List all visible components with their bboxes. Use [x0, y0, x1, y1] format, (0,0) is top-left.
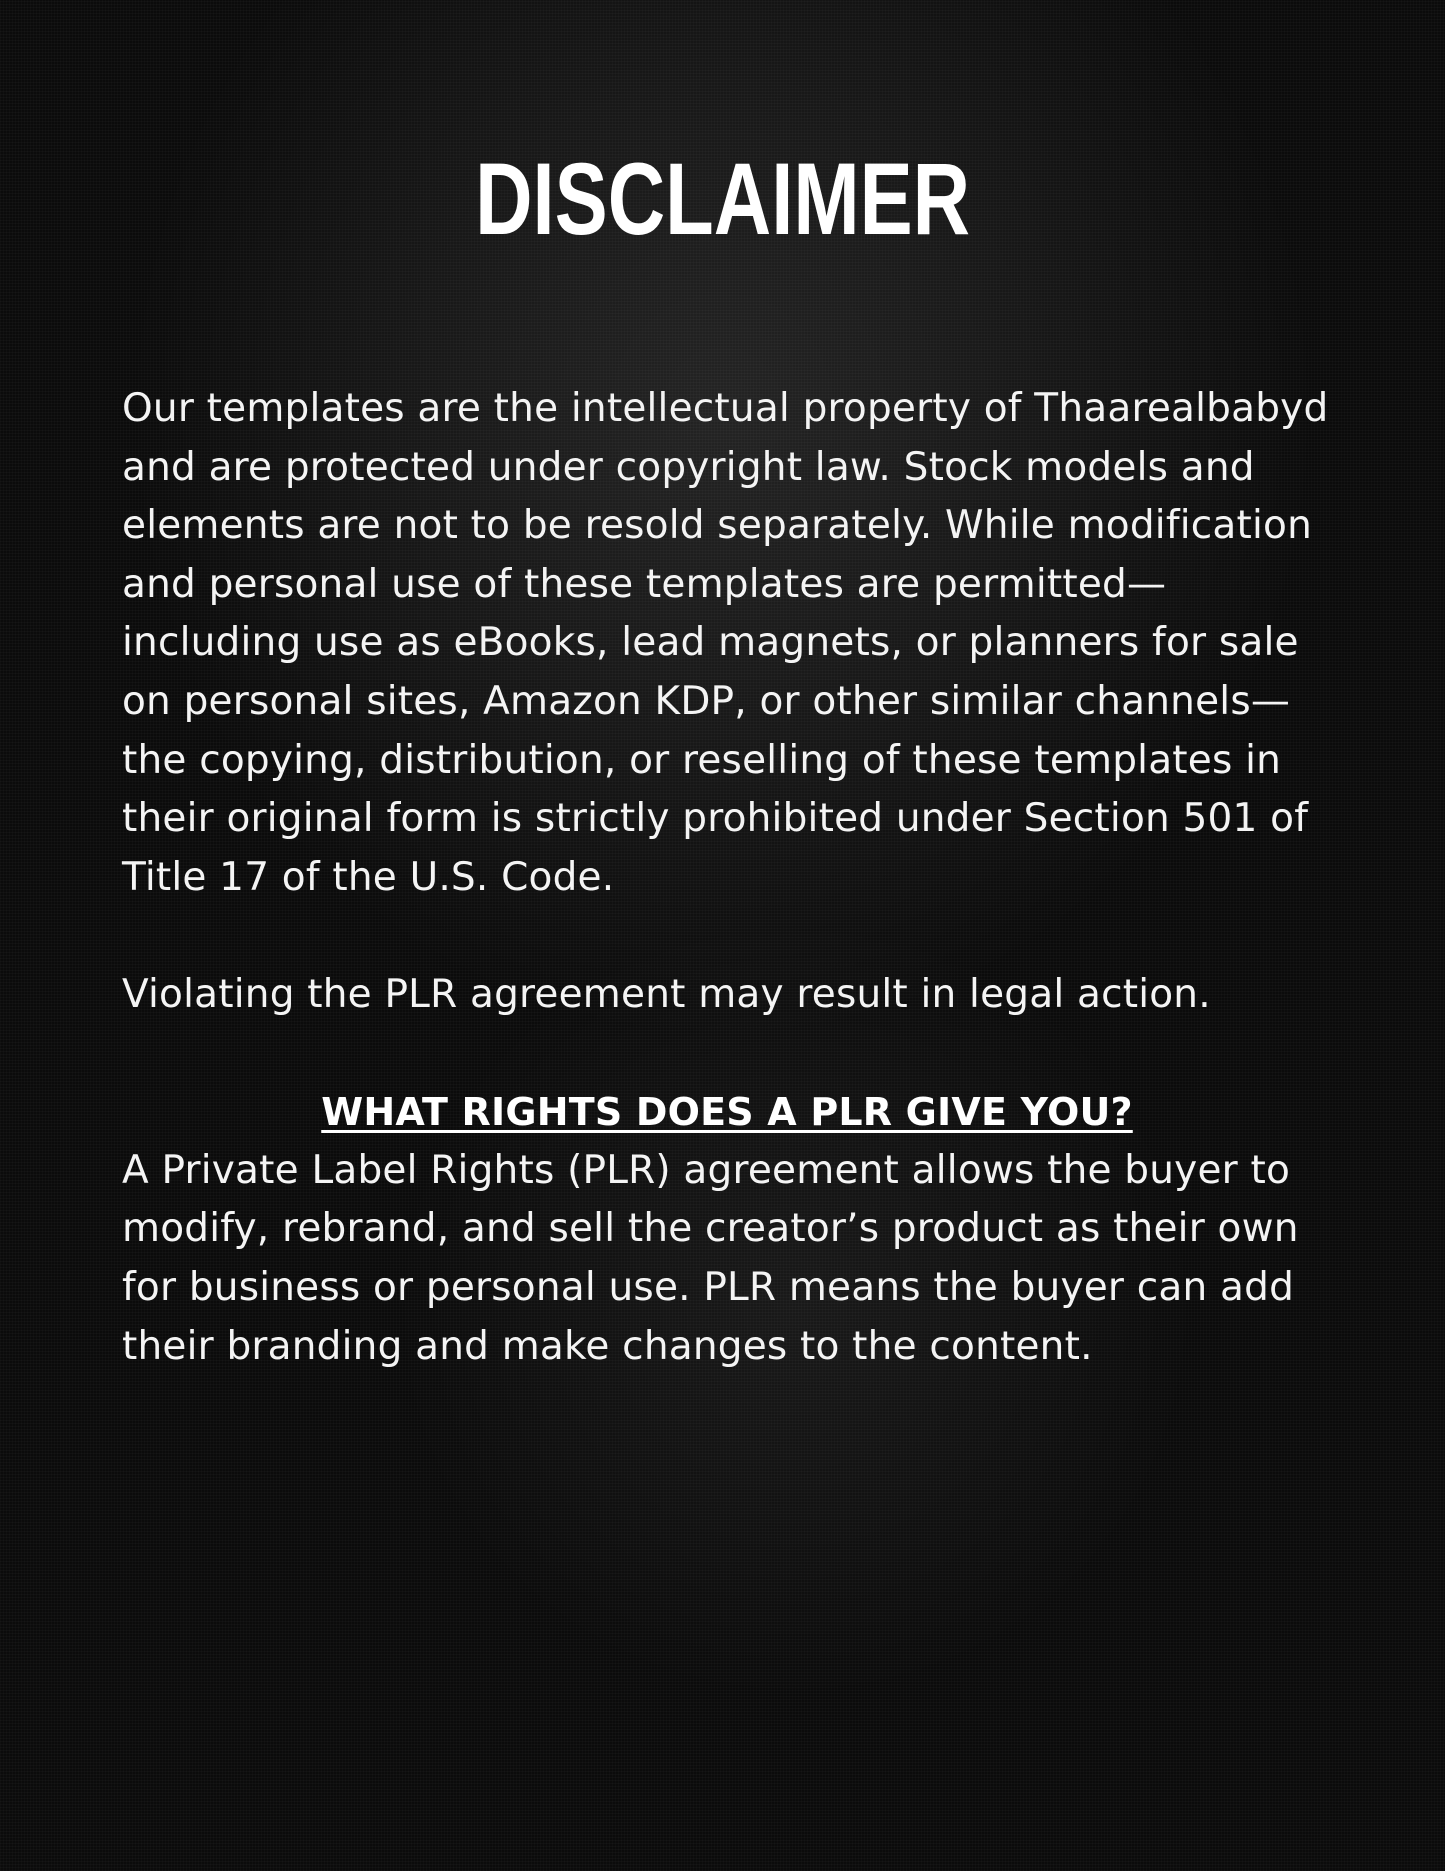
page-title: DISCLAIMER — [475, 142, 971, 256]
plr-definition-paragraph: A Private Label Rights (PLR) agreement allows the buyer to modify, rebrand, and sell the creator’s product as their own for business or personal use. PLR means the buyer can add their branding and make changes to the content. — [122, 1147, 1299, 1369]
spacer — [122, 1025, 1332, 1084]
copyright-paragraph: Our templates are the intellectual property of Thaarealbabyd and are protected under copyright law. Stock models and elements are not to be resold separately. While modification and personal use of these templates are permitted—including use as eBooks, lead magnets, or planners for sale on personal sites, Amazon KDP, or other similar channels—the copying, distribution, or reselling of these templates in their original form is strictly prohibited under Section 501 of Title 17 of the U.S. Code. — [122, 386, 1329, 900]
spacer — [122, 907, 1332, 966]
plr-rights-heading: WHAT RIGHTS DOES A PLR GIVE YOU? — [321, 1090, 1133, 1135]
disclaimer-content — [122, 380, 1332, 1376]
legal-warning-paragraph: Violating the PLR agreement may result in legal action. — [122, 971, 1211, 1017]
